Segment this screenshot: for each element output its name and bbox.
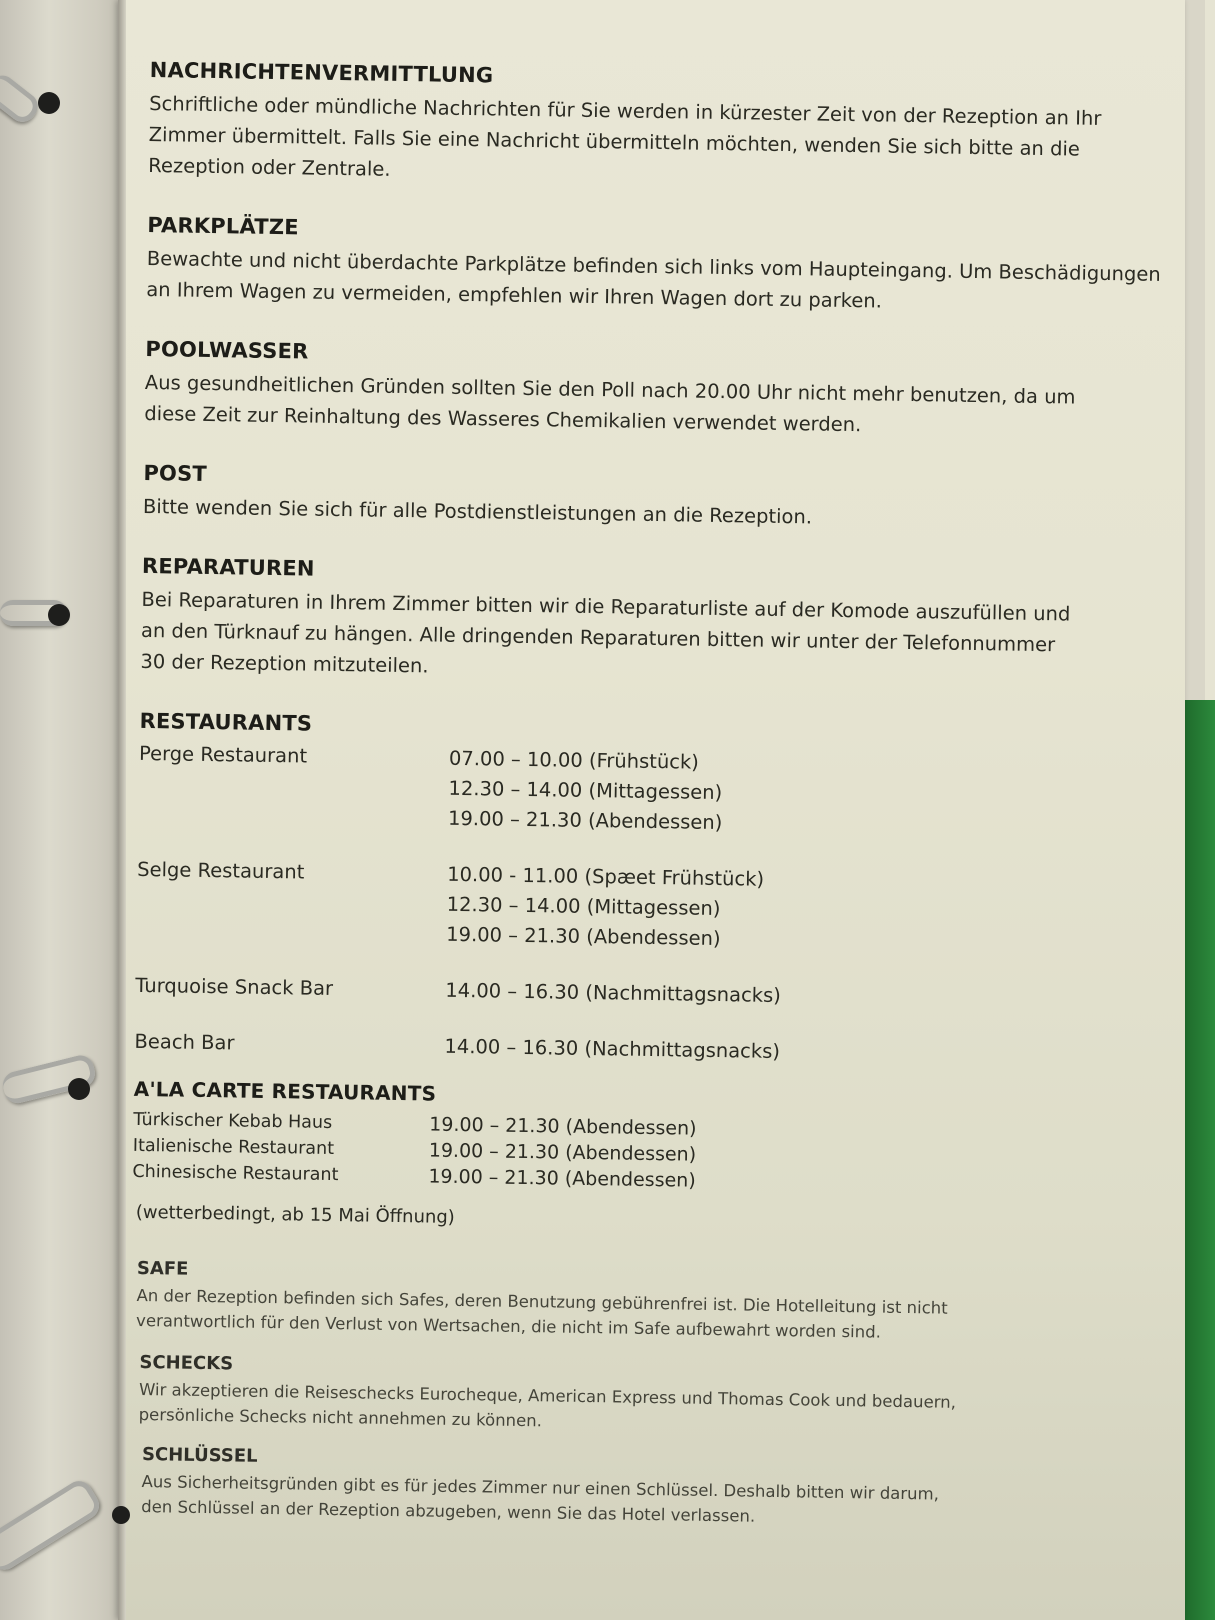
restaurant-time: 10.00 - 11.00 (Spæet Frühstück) xyxy=(447,862,765,891)
restaurant-name-spacer xyxy=(137,885,447,920)
restaurant-time: 14.00 – 16.30 (Nachmittagsnacks) xyxy=(445,978,782,1008)
section-heading: SAFE xyxy=(136,1257,189,1280)
section-schecks xyxy=(138,1351,1159,1443)
restaurant-selge xyxy=(136,855,1167,961)
restaurant-name-spacer xyxy=(138,799,448,834)
restaurant-perge xyxy=(138,739,1169,845)
section-safe xyxy=(136,1257,1161,1349)
section-line: Bei Reparaturen in Ihrem Zimmer bitten wir die Reparaturliste auf der Komode auszufüllen und xyxy=(141,587,1071,626)
restaurant-time: 12.30 – 14.00 (Mittagessen) xyxy=(448,776,723,805)
section-line: verantwortlich für den Verlust von Wertsachen, die nicht im Safe aufbewahrt worden sind. xyxy=(135,1310,882,1342)
binder-edge xyxy=(118,0,126,1620)
restaurant-name-spacer xyxy=(138,769,448,804)
section-heading: POST xyxy=(143,460,208,486)
section-parkplaetze xyxy=(146,211,1177,321)
restaurant-row xyxy=(134,1027,1164,1073)
section-line: Aus Sicherheitsgründen gibt es für jedes Zimmer nur einen Schlüssel. Deshalb bitten wir darum, xyxy=(141,1472,940,1504)
alacarte-time: 19.00 – 21.30 (Abendessen) xyxy=(429,1113,697,1140)
alacarte-name: Türkischer Kebab Haus xyxy=(133,1109,333,1133)
section-heading: POOLWASSER xyxy=(145,336,309,364)
section-line: Bitte wenden Sie sich für alle Postdienstleistungen an die Rezeption. xyxy=(142,494,813,529)
section-line: Rezeption oder Zentrale. xyxy=(148,153,391,181)
section-reparaturen xyxy=(140,552,1172,693)
section-line: Bewachte und nicht überdachte Parkplätze befinden sich links vom Haupteingang. Um Beschädigungen xyxy=(146,246,1161,286)
section-line: diese Zeit zur Reinhaltung des Wasseres Chemikalien verwendet werden. xyxy=(144,401,862,437)
alacarte-time: 19.00 – 21.30 (Abendessen) xyxy=(428,1165,696,1192)
section-line: An der Rezeption befinden sich Safes, deren Benutzung gebührenfrei ist. Die Hotelleitung ist nicht xyxy=(136,1285,948,1318)
alacarte-time: 19.00 – 21.30 (Abendessen) xyxy=(428,1139,697,1166)
restaurant-time: 07.00 – 10.00 (Frühstück) xyxy=(448,746,700,774)
section-heading: PARKPLÄTZE xyxy=(147,212,299,240)
section-post xyxy=(143,459,1174,538)
section-schluessel xyxy=(141,1443,1158,1535)
restaurant-turquoise xyxy=(135,971,1165,1017)
section-line: den Schlüssel an der Rezeption abzugeben, wenn Sie das Hotel verlassen. xyxy=(141,1497,756,1526)
section-heading: REPARATUREN xyxy=(141,553,315,581)
restaurant-name: Perge Restaurant xyxy=(138,741,308,768)
background-strip xyxy=(1205,0,1215,700)
alacarte-name: Chinesische Restaurant xyxy=(132,1161,339,1186)
document-content xyxy=(127,56,1180,1535)
section-line: Aus gesundheitlichen Gründen sollten Sie den Poll nach 20.00 Uhr nicht mehr benutzen, da um xyxy=(144,370,1076,409)
restaurant-beach-bar xyxy=(134,1027,1164,1073)
section-heading: NACHRICHTENVERMITTLUNG xyxy=(149,57,494,88)
section-poolwasser xyxy=(144,335,1175,445)
restaurant-time: 19.00 – 21.30 (Abendessen) xyxy=(446,922,721,951)
green-backing xyxy=(1185,700,1215,1620)
section-line: persönliche Schecks nicht annehmen zu können. xyxy=(138,1404,543,1431)
section-line: an den Türknauf zu hängen. Alle dringenden Reparaturen bitten wir unter der Telefonnummer xyxy=(140,618,1056,657)
section-alacarte xyxy=(132,1075,1164,1243)
section-line: Wir akzeptieren die Reiseschecks Eurocheque, American Express und Thomas Cook und bedauern, xyxy=(138,1379,957,1412)
section-line: an Ihrem Wagen zu vermeiden, empfehlen wir Ihren Wagen dort zu parken. xyxy=(146,277,883,313)
section-restaurants xyxy=(134,707,1169,1073)
restaurant-name-spacer xyxy=(136,915,446,950)
restaurant-name: Selge Restaurant xyxy=(137,857,305,884)
restaurant-time: 14.00 – 16.30 (Nachmittagsnacks) xyxy=(444,1034,781,1064)
section-line: Schriftliche oder mündliche Nachrichten für Sie werden in kürzester Zeit von der Rezeption an Ihr xyxy=(149,91,1102,130)
section-nachrichtenvermittlung xyxy=(148,56,1180,197)
section-heading: SCHECKS xyxy=(139,1351,234,1375)
section-heading: RESTAURANTS xyxy=(139,708,313,736)
restaurant-time: 12.30 – 14.00 (Mittagessen) xyxy=(446,892,721,921)
restaurant-name: Turquoise Snack Bar xyxy=(135,973,334,1000)
section-heading: SCHLÜSSEL xyxy=(141,1444,258,1467)
restaurant-name: Beach Bar xyxy=(134,1029,235,1055)
section-heading: A'LA CARTE RESTAURANTS xyxy=(133,1076,437,1106)
alacarte-note: (wetterbedingt, ab 15 Mai Öffnung) xyxy=(135,1201,455,1228)
section-line: Zimmer übermittelt. Falls Sie eine Nachricht übermitteln möchten, wenden Sie sich bitte an die xyxy=(148,122,1081,161)
section-line: 30 der Rezeption mitzuteilen. xyxy=(140,649,429,678)
restaurant-row xyxy=(135,971,1165,1017)
restaurant-time: 19.00 – 21.30 (Abendessen) xyxy=(447,806,723,835)
alacarte-name: Italienische Restaurant xyxy=(132,1135,335,1160)
